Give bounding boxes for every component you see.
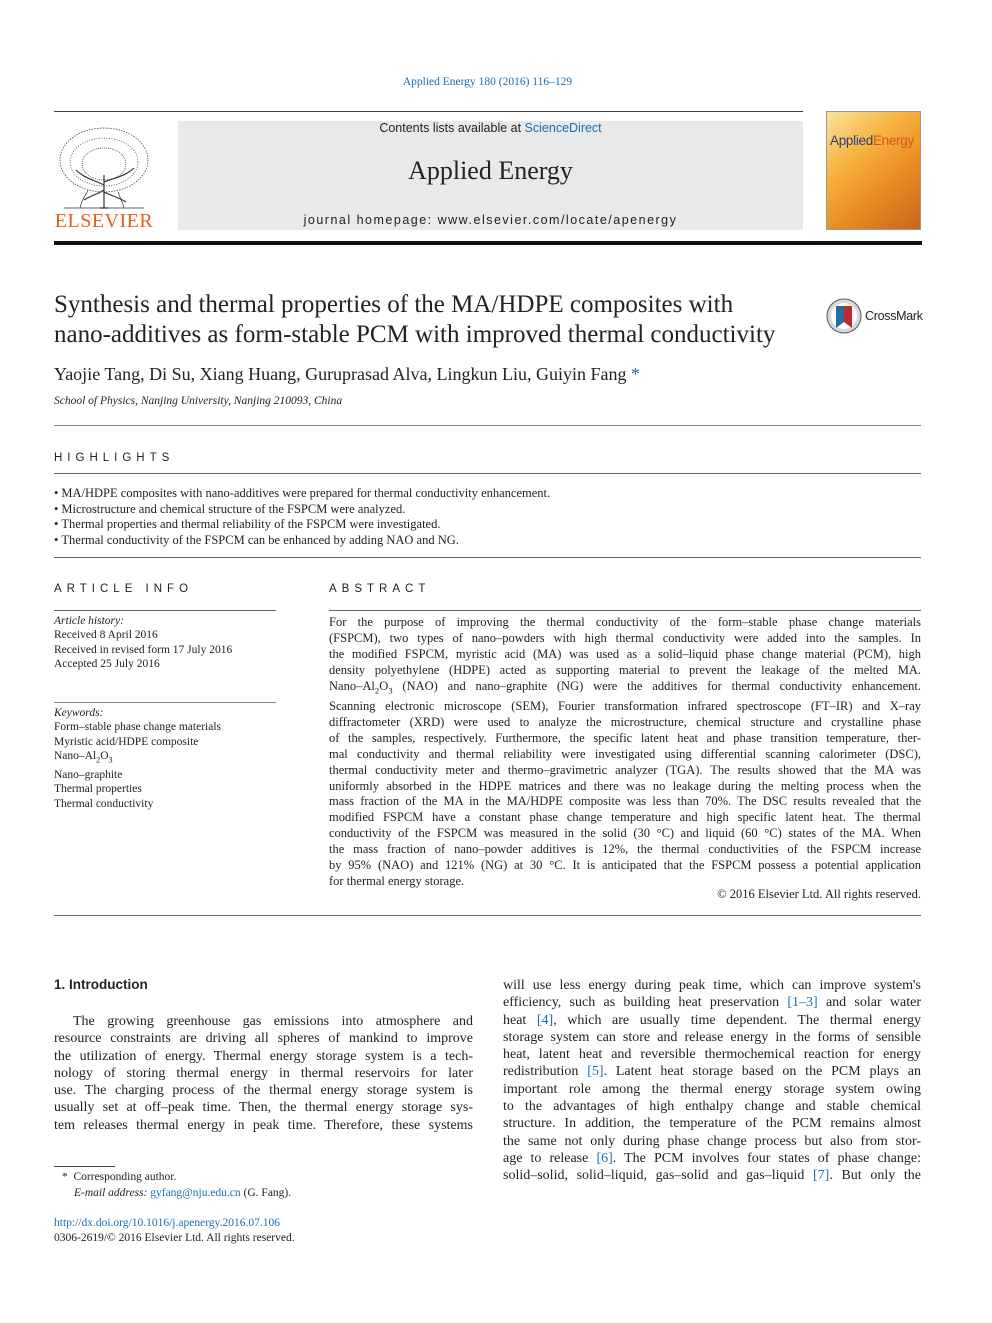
elsevier-wordmark: ELSEVIER	[54, 210, 154, 232]
abstract-line: the mass fraction of nano–powder additives is 12%, the thermal conductivities of the FSPCM increase	[329, 842, 921, 857]
affiliation-rule	[54, 425, 921, 426]
highlights-list	[54, 486, 550, 548]
abstract-line: modified FSPCM have a constant phase change temperature and high specific latent heat. The thermal	[329, 810, 921, 825]
highlight-item: • Thermal conductivity of the FSPCM can be enhanced by adding NAO and NG.	[54, 533, 550, 549]
keyword-item: Nano–$Al_2O_3$	[54, 750, 113, 765]
intro-line: tem releases thermal energy in peak time. Therefore, these systems	[54, 1117, 473, 1133]
introduction-heading: 1. Introduction	[54, 977, 148, 992]
sciencedirect-link[interactable]: ScienceDirect	[524, 121, 602, 135]
abstract-line: for thermal energy storage.	[329, 874, 465, 888]
keyword-item: Nano–graphite	[54, 768, 123, 781]
abstract-line: Scanning electronic microscope (SEM), Fourier transformation infrared spectroscope (FT–IR) and X–ray	[329, 699, 921, 714]
article-info-rule	[54, 610, 276, 611]
intro-line: usually set at off–peak time. Then, the thermal energy storage sys-	[54, 1100, 473, 1116]
keyword-item: Thermal conductivity	[54, 797, 154, 810]
footnote	[54, 1170, 291, 1201]
email-link[interactable]: gyfang@nju.edu.cn	[150, 1186, 241, 1199]
crossmark-icon[interactable]	[826, 298, 862, 334]
article-title	[54, 290, 824, 350]
abstract-rule	[329, 610, 921, 611]
highlights-top-rule	[54, 473, 921, 474]
abstract-line: For the purpose of improving the thermal conductivity of the form–stable phase change materials	[329, 615, 921, 629]
intro-line: The growing greenhouse gas emissions into atmosphere and	[73, 1014, 473, 1029]
intro-line: storage system can store and release energy in the forms of sensible	[503, 1029, 921, 1045]
contents-prefix: Contents lists available at	[379, 121, 525, 135]
abstract-line: mass fraction of the MA in the MA/HDPE composite was less than 70%. The DSC results revealed that the	[329, 794, 921, 809]
abstract-line: mal conductivity and thermal reliability were investigated using differential scanning calorimeter (DSC),	[329, 746, 921, 761]
keywords-block	[54, 706, 221, 811]
intro-right-column	[503, 977, 921, 1185]
corresponding-author-mark[interactable]: *	[631, 364, 641, 384]
intro-line: solid–solid, solid–liquid, gas–solid and gas–liquid [7]. But only the	[503, 1168, 921, 1184]
highlights-bottom-rule	[54, 557, 921, 558]
abstract-line: of the samples, respectively. Furthermore, the specific latent heat and phase transition temperature, ther-	[329, 730, 921, 745]
issn-line: 0306-2619/© 2016 Elsevier Ltd. All rights reserved.	[54, 1232, 295, 1244]
history-revised: Received in revised form 17 July 2016	[54, 643, 233, 656]
abstract-line: uniformly absorbed in the HDPE matrices and there was no leakage during the melting process when the	[329, 778, 921, 793]
citation-link[interactable]: [1–3]	[787, 995, 818, 1011]
author-list	[54, 364, 640, 385]
highlight-item: • Microstructure and chemical structure of the FSPCM were analyzed.	[54, 502, 550, 518]
intro-left-column	[54, 1013, 473, 1134]
journal-cover-image	[826, 111, 921, 230]
keywords-rule	[54, 702, 276, 703]
intro-line: resource constraints are driving all spheres of mankind to improve	[54, 1031, 473, 1047]
abstract-line: conductivity of the FSPCM was measured in the solid (30 °C) and liquid (60 °C) states of the MA. When	[329, 826, 921, 841]
highlight-item: • Thermal properties and thermal reliability of the FSPCM were investigated.	[54, 517, 550, 533]
history-label: Article history:	[54, 615, 124, 627]
cover-title	[830, 133, 914, 148]
abstract-heading: ABSTRACT	[329, 583, 431, 595]
header-bottom-rule	[54, 241, 922, 245]
doi-link[interactable]: http://dx.doi.org/10.1016/j.apenergy.2016.07.106	[54, 1217, 280, 1229]
abstract-line: Nano–$Al_2O_3$ (NAO) and nano–graphite (NG) were the additives for thermal conductivity enhancement.	[329, 678, 921, 696]
abstract-line: thermal conductivity meter and thermo–gravimetric analyzer (TGA). The results showed that the MA was	[329, 762, 921, 777]
citation-link[interactable]: [7]	[813, 1168, 830, 1184]
citation-link[interactable]: [4]	[536, 1012, 554, 1028]
footnote-rule	[54, 1166, 115, 1167]
intro-line: nology of storing thermal energy in thermal reservoirs for later	[54, 1065, 473, 1081]
intro-line: heat, latent heat and reversible thermochemical reaction for energy	[503, 1047, 921, 1063]
email-suffix: (G. Fang).	[243, 1186, 292, 1199]
intro-line: use. The charging process of the thermal energy storage system is	[54, 1083, 473, 1099]
abstract-line: (FSPCM), two types of nano–powders with high thermal conductivity were added into the samples. In	[329, 630, 921, 645]
title-line-2: nano-additives as form-stable PCM with improved thermal conductivity	[54, 321, 776, 348]
abstract-line: the modified FSPCM, myristic acid (MA) was used as a solid–liquid phase change material (PCM), high	[329, 646, 921, 661]
intro-line: important role among the thermal energy storage system owing	[503, 1081, 921, 1097]
highlights-heading: HIGHLIGHTS	[54, 452, 175, 464]
doi-block	[54, 1216, 295, 1246]
authors-text: Yaojie Tang, Di Su, Xiang Huang, Guruprasad Alva, Lingkun Liu, Guiyin Fang	[54, 364, 627, 384]
intro-line: structure. In addition, the temperature of the PCM remains almost	[503, 1116, 921, 1132]
title-line-1: Synthesis and thermal properties of the MA/HDPE composites with	[54, 291, 734, 318]
email-label: E-mail address:	[74, 1186, 148, 1199]
keywords-label: Keywords:	[54, 707, 104, 719]
intro-line: to the advantages of high enthalpy change and stable chemical	[503, 1099, 921, 1115]
abstract-body	[329, 615, 921, 890]
journal-homepage[interactable]: journal homepage: www.elsevier.com/locate/apenergy	[303, 213, 678, 227]
cover-title-applied: Applied	[830, 133, 873, 148]
intro-line: redistribution [5]. Latent heat storage based on the PCM plays an	[503, 1064, 921, 1080]
history-accepted: Accepted 25 July 2016	[54, 658, 160, 671]
highlight-item: • MA/HDPE composites with nano-additives were prepared for thermal conductivity enhancement.	[54, 486, 550, 502]
corresponding-author-note: Corresponding author.	[73, 1171, 177, 1183]
keyword-item: Thermal properties	[54, 783, 142, 796]
article-info-heading: ARTICLE INFO	[54, 583, 194, 595]
intro-line: efficiency, such as building heat preservation [1–3] and solar water	[503, 995, 921, 1011]
affiliation: School of Physics, Nanjing University, Nanjing 210093, China	[54, 395, 343, 407]
crossmark-label[interactable]: CrossMark	[865, 309, 923, 323]
citation-link[interactable]: [5]	[587, 1064, 604, 1080]
journal-citation[interactable]: Applied Energy 180 (2016) 116–129	[402, 76, 573, 88]
history-received: Received 8 April 2016	[54, 629, 158, 642]
abstract-line: by 95% (NAO) and 121% (NG) at 30 °C. It is anticipated that the FSPCM possess a potential application	[329, 858, 921, 873]
intro-line: the same not only during phase change process but also from stor-	[503, 1133, 921, 1149]
journal-name: Applied Energy	[408, 156, 573, 185]
abstract-line: diffractometer (XRD) were used to analyze the microstructure, chemical structure and crystalline phase	[329, 714, 921, 729]
contents-line	[178, 121, 803, 135]
keyword-item: Form–stable phase change materials	[54, 721, 222, 734]
cover-title-energy: Energy	[872, 133, 914, 148]
intro-line: age to release [6]. The PCM involves four states of phase change:	[503, 1150, 921, 1166]
intro-line: the utilization of energy. Thermal energy storage system is a tech-	[54, 1048, 473, 1064]
citation-link[interactable]: [6]	[596, 1150, 613, 1166]
article-history	[54, 614, 232, 672]
abstract-bottom-rule	[54, 915, 921, 916]
footnote-star: *	[62, 1171, 74, 1183]
abstract-line: density polyethylene (HDPE) acted as supporting material to prevent the leakage of the melted MA.	[329, 662, 921, 677]
abstract-copyright: © 2016 Elsevier Ltd. All rights reserved.	[717, 887, 921, 901]
intro-line: will use less energy during peak time, which can improve system's	[503, 978, 921, 993]
intro-line: heat [4], which are usually time dependent. The thermal energy	[503, 1012, 921, 1028]
header-top-rule	[54, 111, 803, 112]
keyword-item: Myristic acid/HDPE composite	[54, 735, 199, 748]
